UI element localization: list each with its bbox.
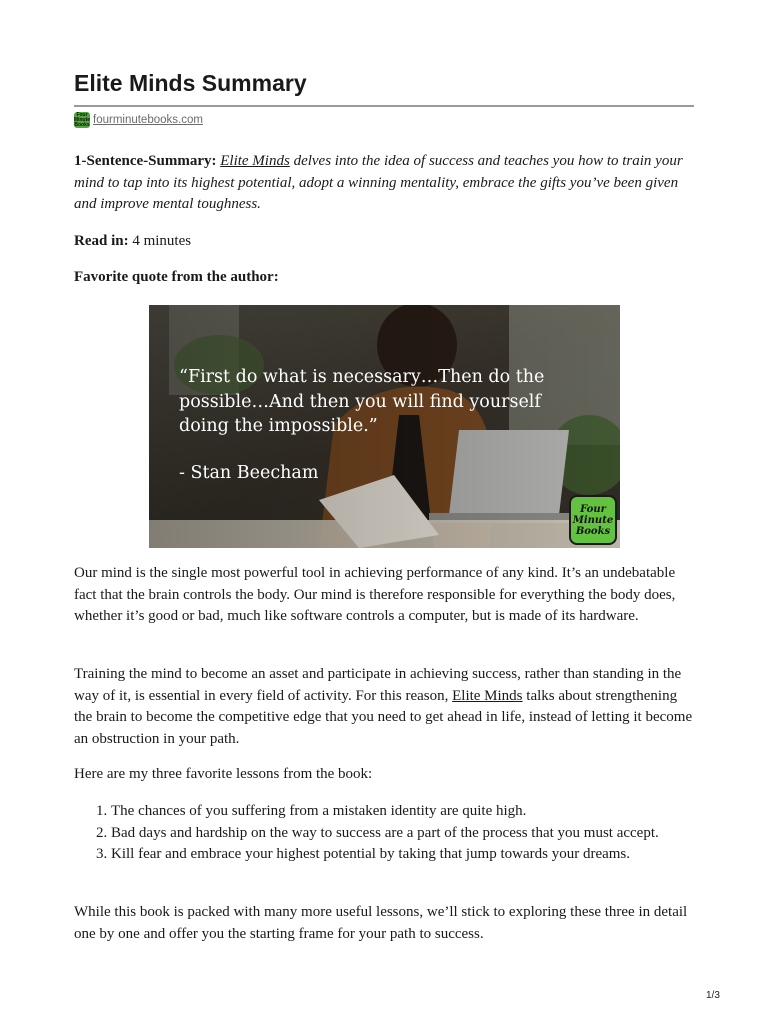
- read-in-label: Read in:: [74, 233, 129, 249]
- page-number: 1/3: [706, 990, 720, 1001]
- source-link[interactable]: fourminutebooks.com: [93, 114, 203, 126]
- logo-line-3: Books: [575, 525, 611, 537]
- quote-image: [149, 305, 620, 548]
- four-minute-books-logo: [569, 495, 617, 545]
- lessons-intro: Here are my three favorite lessons from the book:: [74, 766, 373, 782]
- quote-author: - Stan Beecham: [179, 463, 319, 483]
- logo-line-1: Four: [580, 503, 606, 515]
- summary-label: 1-Sentence-Summary:: [74, 153, 217, 169]
- paragraph-2: Training the mind to become an asset and participate in achieving success, rather than standing in the way of it, is essential in every field of activity. For this reason, Elite Minds talks about strengthening the brain to become the competitive edge that you need to get ahead in life, instead of letting it become an obstruction in your path.: [74, 666, 693, 747]
- logo-line-2: Minute: [572, 514, 614, 526]
- paragraph-1: Our mind is the single most powerful tool in achieving performance of any kind. It’s an undebatable fact that the brain controls the body. Our mind is therefore responsible for everything the body does, whether it’s good or bad, much like software controls a computer, but is made of its hardware.: [74, 565, 676, 624]
- favorite-quote-heading: Favorite quote from the author:: [74, 269, 279, 285]
- lesson-item: 2. Bad days and hardship on the way to success are a part of the process that you must accept.: [111, 823, 721, 845]
- lesson-item: 3. Kill fear and embrace your highest potential by taking that jump towards your dreams.: [111, 844, 721, 866]
- read-in-line: [74, 231, 694, 253]
- four-minute-books-favicon-icon: [74, 112, 90, 128]
- summary-text: delves into the idea of success and teaches you how to train your mind to tap into its highest potential, adopt a winning mentality, embrace the gifts you’ve been given and improve mental toughness.: [74, 153, 683, 212]
- source-line: [74, 112, 203, 128]
- lesson-item: 1. The chances of you suffering from a mistaken identity are quite high.: [111, 801, 721, 823]
- read-in-value: 4 minutes: [128, 233, 192, 249]
- favicon-text: Four Minute Books: [74, 112, 90, 128]
- elite-minds-link[interactable]: Elite Minds: [452, 687, 523, 704]
- page-title: Elite Minds Summary: [74, 70, 307, 96]
- summary-book-link[interactable]: Elite Minds: [220, 153, 290, 169]
- lessons-list: [74, 801, 721, 866]
- quote-text: “First do what is necessary…Then do the possible…And then you will find yourself doing the impossible.”: [179, 367, 545, 436]
- closing-paragraph: While this book is packed with many more useful lessons, we’ll stick to exploring these three in detail one by one and offer you the starting frame for your path to success.: [74, 904, 688, 942]
- title-divider: [74, 105, 694, 107]
- one-sentence-summary: [74, 151, 694, 216]
